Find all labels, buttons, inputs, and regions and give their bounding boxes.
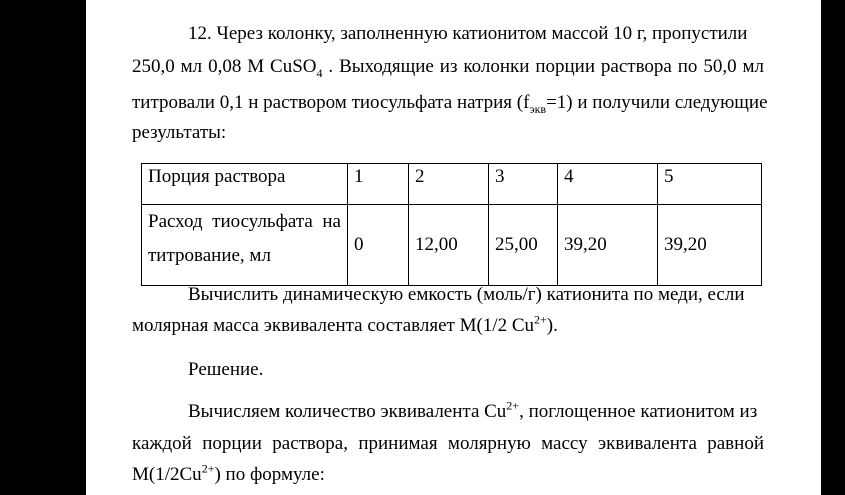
results-table xyxy=(141,163,762,286)
subscript: 4 xyxy=(316,65,323,80)
problem-text: 12. Через колонку, заполненную катионитом массой 10 г, пропустили xyxy=(188,23,748,44)
problem-text: титровали 0,1 н раствором тиосульфата натрия (f xyxy=(132,92,530,113)
problem-text: . Выходящие из колонки порции раствора по 50,0 мл xyxy=(322,56,764,77)
problem-line-2 xyxy=(132,56,764,80)
table-row xyxy=(142,164,762,205)
solution-line-3 xyxy=(132,461,325,485)
portion-cell: 1 xyxy=(348,164,409,205)
volume-cell: 39,20 xyxy=(658,205,762,286)
superscript: 2+ xyxy=(534,312,547,327)
task-line-2 xyxy=(132,312,558,336)
portion-label-cell: Порция раствора xyxy=(142,164,348,205)
solution-heading-text: Решение. xyxy=(188,359,264,380)
solution-text: каждой порции раствора, принимая молярную массу эквивалента равной xyxy=(132,433,764,454)
solution-text: Вычисляем количество эквивалента Cu xyxy=(188,401,507,422)
portion-cell: 3 xyxy=(489,164,558,205)
superscript: 2+ xyxy=(506,398,520,413)
problem-text: =1) и получили следующие xyxy=(546,92,768,113)
portion-cell: 5 xyxy=(658,164,762,205)
task-line-1 xyxy=(188,285,745,305)
solution-text: ) по формуле: xyxy=(214,464,325,485)
volume-cell: 12,00 xyxy=(409,205,489,286)
subscript: экв xyxy=(529,101,547,116)
problem-line-3 xyxy=(132,92,768,116)
solution-line-2 xyxy=(132,434,764,454)
volume-label-cell xyxy=(142,205,348,286)
portion-cell: 2 xyxy=(409,164,489,205)
portion-cell: 4 xyxy=(558,164,658,205)
solution-text: М(1/2Cu xyxy=(132,464,202,485)
problem-text: 250,0 мл 0,08 М CuSO xyxy=(132,56,317,77)
volume-cell: 25,00 xyxy=(489,205,558,286)
task-text: ). xyxy=(546,315,558,336)
table-row xyxy=(142,205,762,286)
superscript: 2+ xyxy=(201,461,215,476)
problem-line-4 xyxy=(132,123,226,143)
task-text: молярная масса эквивалента составляет М(1/2 Cu xyxy=(132,315,534,336)
solution-heading xyxy=(188,360,263,380)
volume-cell: 39,20 xyxy=(558,205,658,286)
solution-line-1 xyxy=(188,398,758,422)
volume-cell: 0 xyxy=(348,205,409,286)
problem-text: результаты: xyxy=(132,122,227,143)
volume-label-text: Расход тиосульфата на титрование, мл xyxy=(148,211,341,266)
right-dark-margin xyxy=(821,0,845,495)
task-text: Вычислить динамическую емкость (моль/г) катионита по меди, если xyxy=(188,284,745,305)
problem-line-1 xyxy=(188,24,747,44)
solution-text: , поглощенное катионитом из xyxy=(519,401,758,422)
left-dark-margin xyxy=(0,0,86,495)
